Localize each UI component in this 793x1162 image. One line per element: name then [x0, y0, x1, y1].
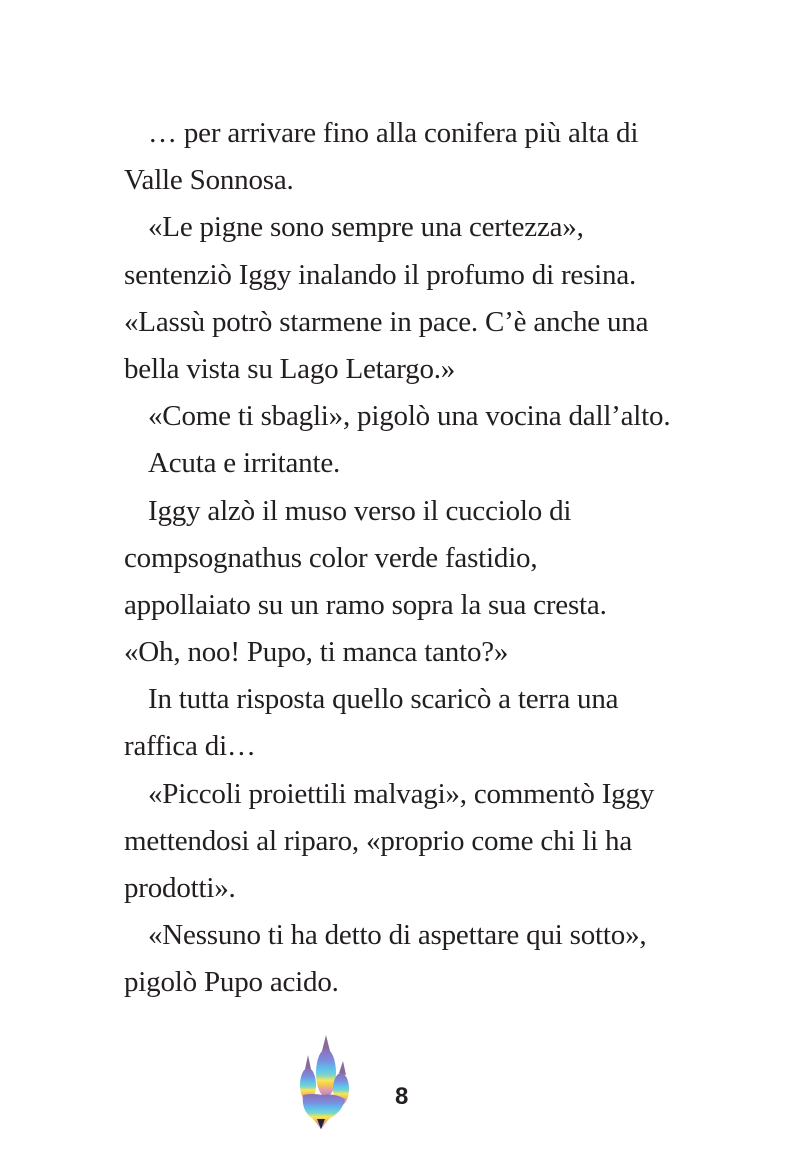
text-line: «Come ti sbagli», pigolò una vocina dall’alto. [148, 400, 671, 433]
text-line: appollaiato su un ramo sopra la sua cresta. [124, 588, 607, 621]
text-line: «Nessuno ti ha detto di aspettare qui sotto», [148, 919, 647, 952]
text-line: compsognathus color verde fastidio, [124, 541, 538, 574]
page-number: 8 [395, 1083, 409, 1110]
text-line: «Lassù potrò starmene in pace. C’è anche una [124, 305, 649, 338]
rainbow-paw-print-icon [295, 1033, 351, 1133]
text-line: bella vista su Lago Letargo.» [124, 352, 456, 385]
text-line: mettendosi al riparo, «proprio come chi li ha [124, 824, 633, 857]
text-line: «Piccoli proiettili malvagi», commentò Iggy [148, 777, 655, 810]
text-line: raffica di… [124, 730, 256, 763]
page-footer [0, 1025, 793, 1135]
text-line: pigolò Pupo acido. [124, 966, 339, 999]
text-line: In tutta risposta quello scaricò a terra una [148, 683, 619, 716]
text-line: Valle Sonnosa. [124, 164, 294, 197]
text-line: Acuta e irritante. [148, 447, 341, 480]
body-text [124, 110, 724, 1007]
text-line: sentenziò Iggy inalando il profumo di resina. [124, 258, 637, 291]
text-line: «Oh, noo! Pupo, ti manca tanto?» [124, 636, 509, 669]
text-line: «Le pigne sono sempre una certezza», [148, 211, 584, 244]
text-line: … per arrivare fino alla conifera più alta di [148, 117, 639, 149]
text-line: Iggy alzò il muso verso il cucciolo di [148, 494, 572, 527]
text-line: prodotti». [124, 872, 236, 904]
